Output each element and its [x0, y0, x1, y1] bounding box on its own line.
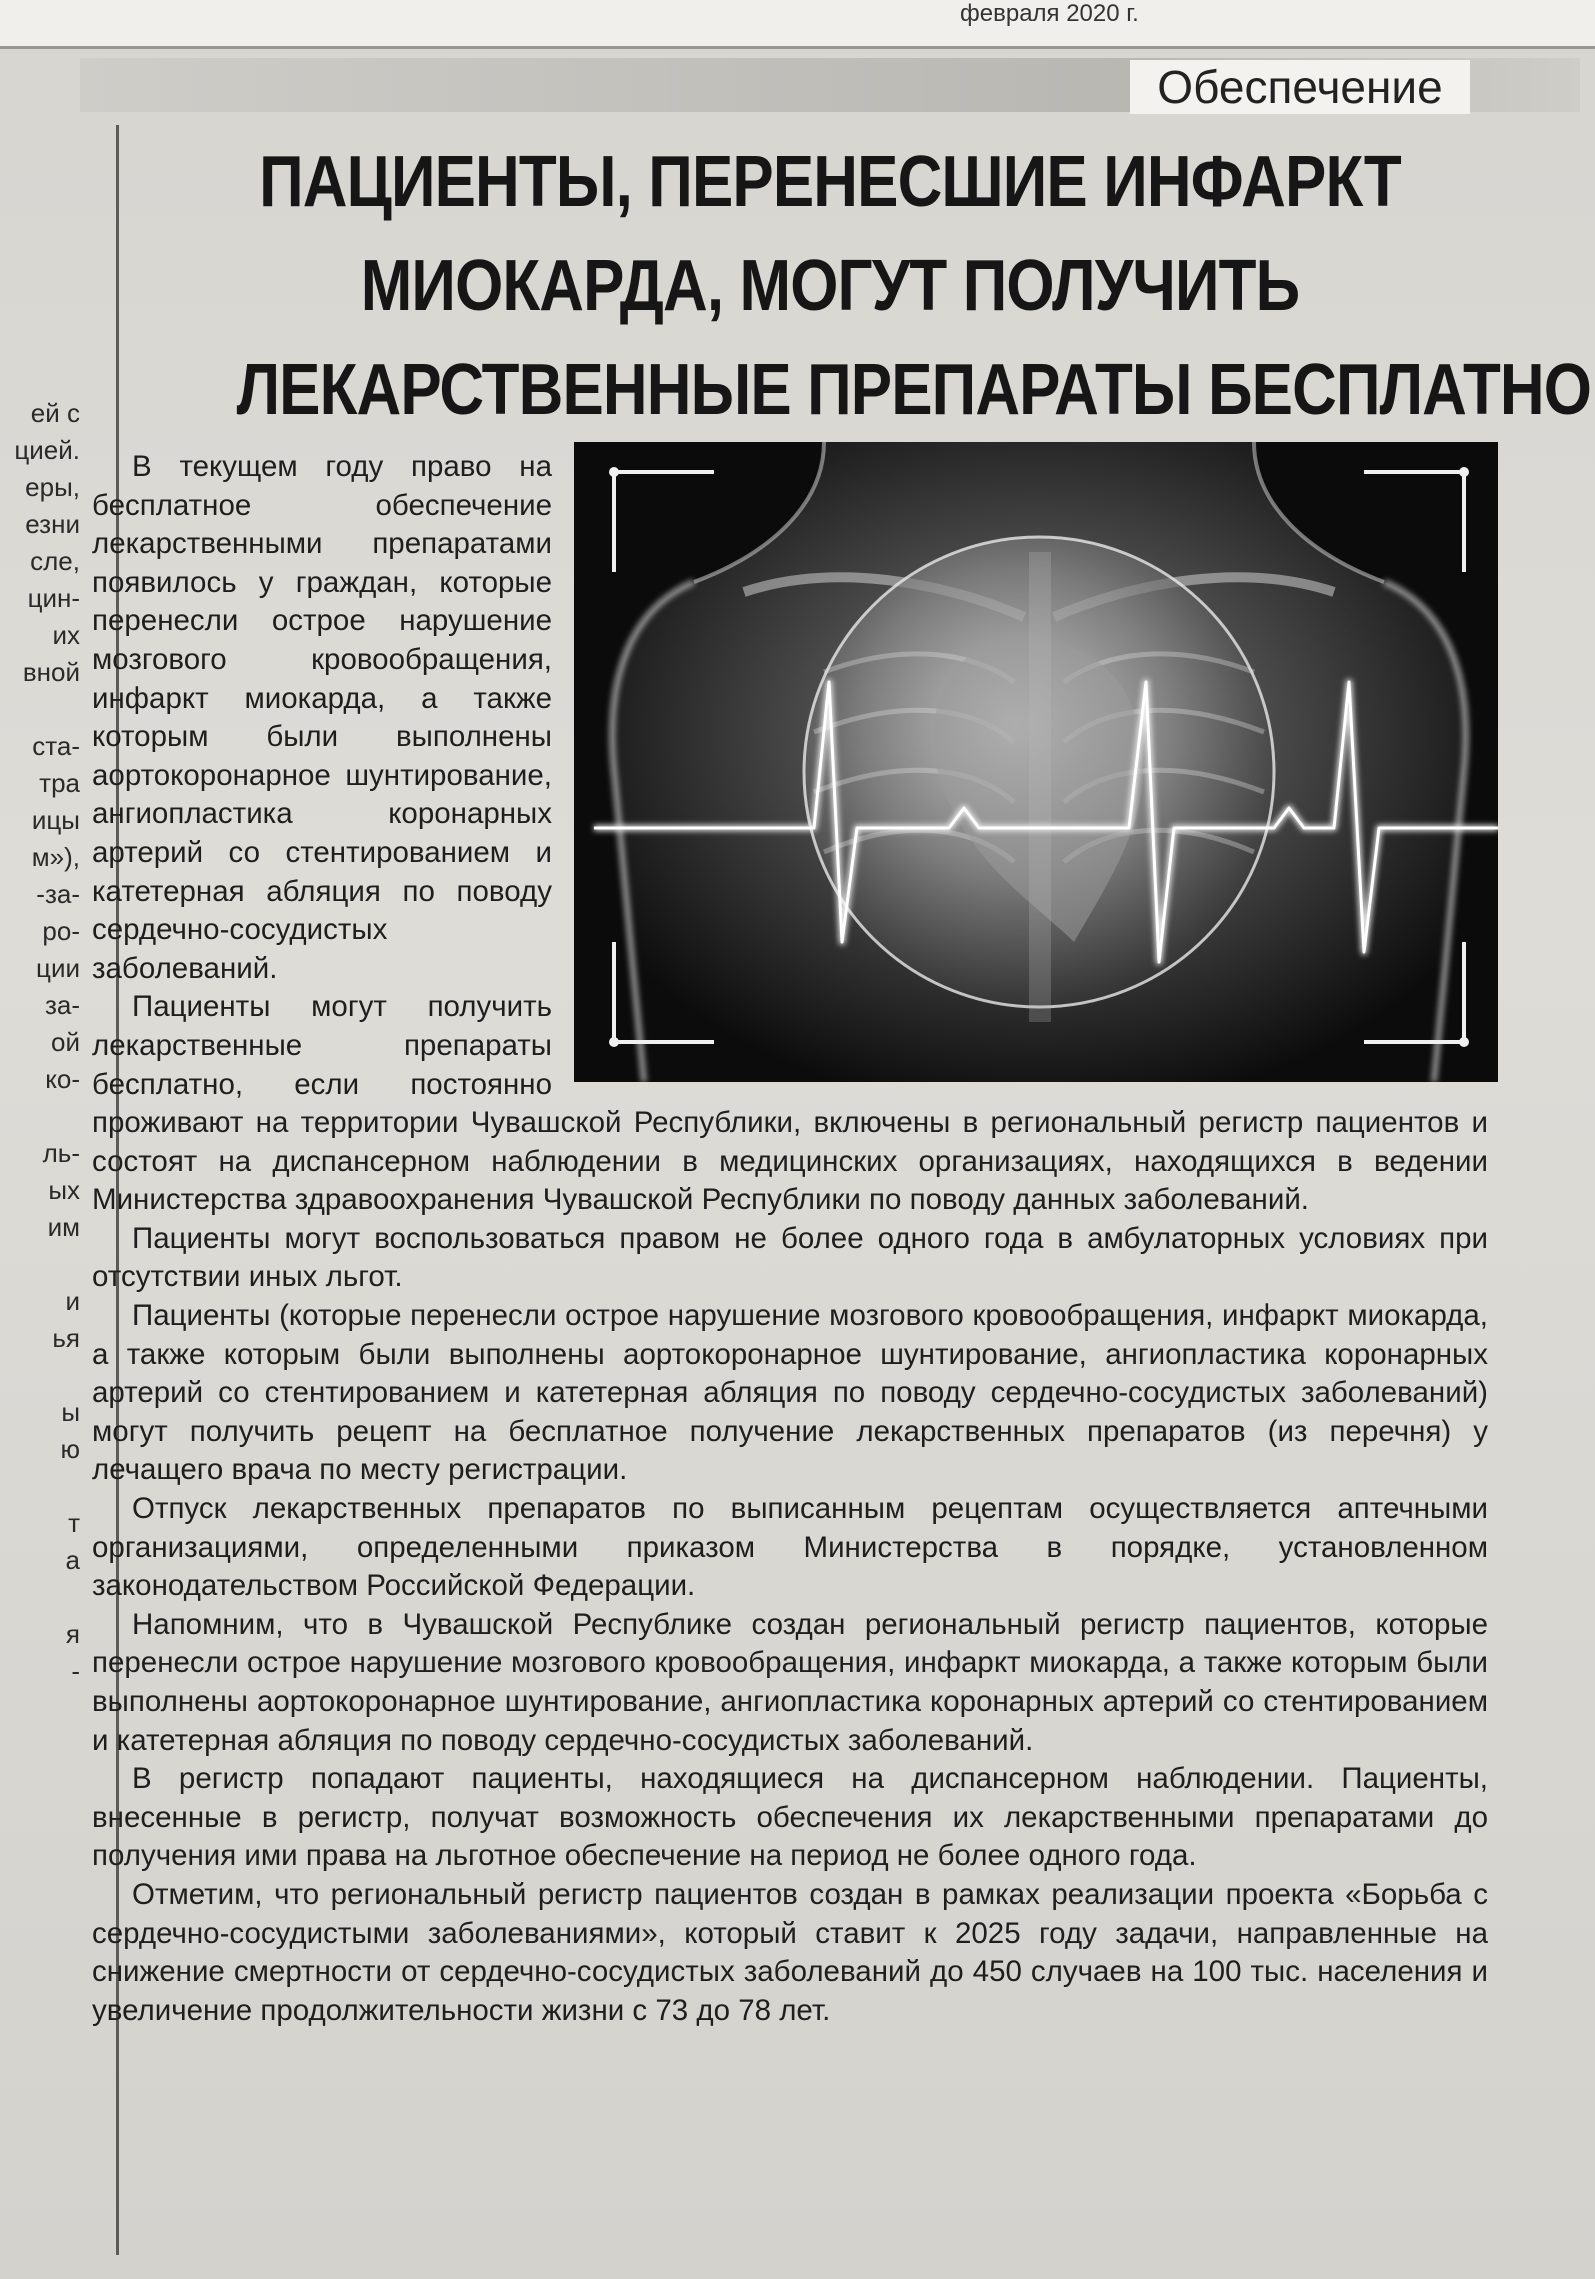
fragment-line: ей с	[30, 398, 80, 428]
page-date: февраля 2020 г.	[960, 0, 1139, 27]
paragraph-4: Пациенты (которые перенесли острое нарушение мозгового кровообращения, инфаркт миокарда, а также которым были выполнены аортокоронарное шунтирование, ангиопластика коронарных артерий со стентированием и катетерная абляция по поводу сердечно-сосудистых заболеваний) могут получить рецепт на бесплатное получение лекарственных препаратов (из перечня) у лечащего врача по месту регистрации.	[92, 1299, 1488, 1487]
fragment-line: им	[47, 1212, 80, 1242]
fragment-line: -за-	[36, 879, 80, 909]
fragment-line: ции	[36, 953, 80, 983]
fragment-line: их	[52, 620, 80, 650]
paragraph-5: Отпуск лекарственных препаратов по выписанным рецептам осуществляется аптечными организациями, определенными приказом Министерства в порядке, установленном законодательством Российской Федерации.	[92, 1492, 1488, 1603]
paragraph-8: Отметим, что региональный регистр пациентов создан в рамках реализации проекта «Борьба с сердечно-сосудистыми заболеваниями», который ставит к 2025 году задачи, направленные на снижение смертности от сердечно-сосудистых заболеваний до 450 случаев на 100 тыс. населения и увеличение продолжительности жизни с 73 до 78 лет.	[92, 1877, 1488, 2027]
fragment-line: ро-	[42, 916, 80, 946]
paragraph-3: Пациенты могут воспользоваться правом не более одного года в амбулаторных условиях при отсутствии иных льгот.	[92, 1221, 1488, 1294]
paragraph-1: В текущем году право на бесплатное обеспечение лекарственными препаратами появилось у граждан, которые перенесли острое нарушение мозгового кровообращения, инфаркт миокарда, а также которым были выполнены аортокоронарное шунтирование, ангиопластика коронарных артерий со стентированием и катетерная абляция по поводу сердечно-сосудистых заболеваний.	[92, 450, 552, 985]
fragment-line	[0, 1246, 80, 1283]
fragment-line: ых	[48, 1175, 80, 1205]
fragment-line: еры,	[25, 472, 80, 502]
paragraph-7: В регистр попадают пациенты, находящиеся на диспансерном наблюдении. Пациенты, внесенные в регистр, получат возможность обеспечения их лекарственными препаратами до получения ими права на льготное обеспечение на период не более одного года.	[92, 1762, 1488, 1873]
headline-line-1: ПАЦИЕНТЫ, ПЕРЕНЕСШИЕ ИНФАРКТ	[259, 142, 1401, 222]
fragment-line: -	[71, 1656, 80, 1686]
fragment-line: а	[65, 1545, 80, 1575]
article-body	[92, 448, 1488, 2030]
fragment-line: вной	[22, 657, 80, 687]
fragment-line: ко-	[45, 1064, 80, 1094]
fragment-line: ицы	[31, 805, 80, 835]
chest-xray-heartbeat-icon	[574, 442, 1498, 1082]
fragment-line: цин-	[27, 583, 80, 613]
paragraph-6: Напомним, что в Чувашской Республике создан региональный регистр пациентов, которые перенесли острое нарушение мозгового кровообращения, инфаркт миокарда, а также которым были выполнены аортокоронарное шунтирование, ангиопластика коронарных артерий со стентированием и катетерная абляция по поводу сердечно-сосудистых заболеваний.	[92, 1607, 1488, 1757]
fragment-line: ой	[51, 1027, 80, 1057]
fragment-line: и	[65, 1286, 80, 1316]
fragment-line: ль-	[42, 1138, 80, 1168]
fragment-line: ы	[61, 1397, 80, 1427]
fragment-line: ю	[60, 1434, 80, 1464]
fragment-line	[0, 691, 80, 728]
fragment-line: ста-	[32, 731, 80, 761]
fragment-line	[0, 1468, 80, 1505]
article-headline	[236, 130, 1592, 442]
fragment-line: ья	[52, 1323, 80, 1353]
paragraph-2: Пациенты могут получить лекарственные препараты бесплатно, если постоянно проживают на территории Чувашской Республики, включены в региональный регистр пациентов и состоят на диспансерном наблюдении в медицинских организациях, находящихся в ведении Министерства здравоохранения Чувашской Республики по поводу данных заболеваний.	[92, 990, 1488, 1217]
fragment-line: езни	[25, 509, 80, 539]
fragment-line: тра	[39, 768, 80, 798]
fragment-line: сле,	[30, 546, 80, 576]
fragment-line	[0, 1098, 80, 1135]
headline-line-2: МИОКАРДА, МОГУТ ПОЛУЧИТЬ	[360, 246, 1300, 326]
previous-page-strip	[0, 0, 1595, 49]
fragment-line: т	[68, 1508, 80, 1538]
rubric-label: Обеспечение	[1130, 60, 1470, 114]
fragment-line	[0, 1579, 80, 1616]
fragment-line: м»),	[31, 842, 80, 872]
adjacent-column-fragments	[0, 395, 80, 1690]
illustration-graphic	[574, 442, 1498, 1082]
fragment-line: я	[65, 1619, 80, 1649]
fragment-line: цией.	[14, 435, 80, 465]
headline-line-3: ЛЕКАРСТВЕННЫЕ ПРЕПАРАТЫ БЕСПЛАТНО	[236, 350, 1592, 430]
fragment-line	[0, 1357, 80, 1394]
fragment-line: за-	[44, 990, 80, 1020]
